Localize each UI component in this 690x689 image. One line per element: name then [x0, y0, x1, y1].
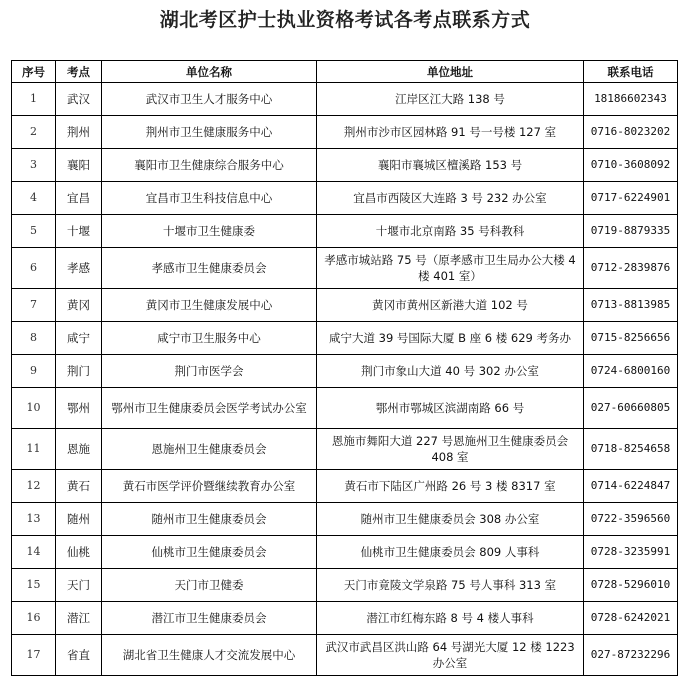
- cell-phone: 0714-6224847: [584, 470, 678, 503]
- cell-unit: 宜昌市卫生科技信息中心: [102, 182, 317, 215]
- cell-unit: 湖北省卫生健康人才交流发展中心: [102, 635, 317, 676]
- cell-no: 4: [12, 182, 56, 215]
- table-header-row: [12, 61, 678, 83]
- table-row: [12, 289, 678, 322]
- cell-address: 随州市卫生健康委员会 308 办公室: [317, 503, 584, 536]
- table-row: [12, 536, 678, 569]
- cell-site: 十堰: [56, 215, 102, 248]
- cell-address: 孝感市城站路 75 号（原孝感市卫生局办公大楼 4 楼 401 室）: [317, 248, 584, 289]
- cell-no: 1: [12, 83, 56, 116]
- cell-no: 6: [12, 248, 56, 289]
- cell-phone: 0715-8256656: [584, 322, 678, 355]
- cell-address: 十堰市北京南路 35 号科教科: [317, 215, 584, 248]
- cell-site: 孝感: [56, 248, 102, 289]
- cell-address: 天门市竟陵文学泉路 75 号人事科 313 室: [317, 569, 584, 602]
- header-site: 考点: [56, 61, 102, 83]
- cell-unit: 荆门市医学会: [102, 355, 317, 388]
- cell-unit: 随州市卫生健康委员会: [102, 503, 317, 536]
- cell-phone: 0717-6224901: [584, 182, 678, 215]
- cell-unit: 十堰市卫生健康委: [102, 215, 317, 248]
- cell-site: 武汉: [56, 83, 102, 116]
- table-row: [12, 602, 678, 635]
- cell-address: 咸宁大道 39 号国际大厦 B 座 6 楼 629 考务办: [317, 322, 584, 355]
- cell-no: 9: [12, 355, 56, 388]
- cell-no: 16: [12, 602, 56, 635]
- table-row: [12, 182, 678, 215]
- cell-address: 仙桃市卫生健康委员会 809 人事科: [317, 536, 584, 569]
- cell-no: 5: [12, 215, 56, 248]
- cell-phone: 027-87232296: [584, 635, 678, 676]
- cell-phone: 027-60660805: [584, 388, 678, 429]
- table-row: [12, 83, 678, 116]
- table-row: [12, 470, 678, 503]
- cell-unit: 黄石市医学评价暨继续教育办公室: [102, 470, 317, 503]
- cell-unit: 荆州市卫生健康服务中心: [102, 116, 317, 149]
- table-row: [12, 248, 678, 289]
- cell-site: 鄂州: [56, 388, 102, 429]
- cell-phone: 18186602343: [584, 83, 678, 116]
- table-row: [12, 635, 678, 676]
- cell-phone: 0719-8879335: [584, 215, 678, 248]
- cell-address: 恩施市舞阳大道 227 号恩施州卫生健康委员会 408 室: [317, 429, 584, 470]
- table-row: [12, 355, 678, 388]
- cell-no: 13: [12, 503, 56, 536]
- cell-no: 14: [12, 536, 56, 569]
- cell-address: 武汉市武昌区洪山路 64 号湖光大厦 12 楼 1223 办公室: [317, 635, 584, 676]
- cell-address: 黄石市下陆区广州路 26 号 3 楼 8317 室: [317, 470, 584, 503]
- cell-no: 8: [12, 322, 56, 355]
- cell-site: 省直: [56, 635, 102, 676]
- cell-site: 荆州: [56, 116, 102, 149]
- cell-unit: 仙桃市卫生健康委员会: [102, 536, 317, 569]
- cell-no: 3: [12, 149, 56, 182]
- cell-site: 襄阳: [56, 149, 102, 182]
- cell-unit: 鄂州市卫生健康委员会医学考试办公室: [102, 388, 317, 429]
- cell-site: 咸宁: [56, 322, 102, 355]
- cell-phone: 0712-2839876: [584, 248, 678, 289]
- contacts-table: [11, 60, 678, 676]
- cell-phone: 0716-8023202: [584, 116, 678, 149]
- cell-phone: 0710-3608092: [584, 149, 678, 182]
- cell-address: 江岸区江大路 138 号: [317, 83, 584, 116]
- header-unit: 单位名称: [102, 61, 317, 83]
- cell-address: 宜昌市西陵区大连路 3 号 232 办公室: [317, 182, 584, 215]
- cell-unit: 潜江市卫生健康委员会: [102, 602, 317, 635]
- cell-phone: 0718-8254658: [584, 429, 678, 470]
- cell-no: 12: [12, 470, 56, 503]
- cell-no: 11: [12, 429, 56, 470]
- table-row: [12, 429, 678, 470]
- header-address: 单位地址: [317, 61, 584, 83]
- cell-no: 7: [12, 289, 56, 322]
- cell-unit: 黄冈市卫生健康发展中心: [102, 289, 317, 322]
- cell-site: 宜昌: [56, 182, 102, 215]
- table-row: [12, 215, 678, 248]
- cell-address: 黄冈市黄州区新港大道 102 号: [317, 289, 584, 322]
- cell-site: 荆门: [56, 355, 102, 388]
- cell-unit: 襄阳市卫生健康综合服务中心: [102, 149, 317, 182]
- cell-address: 潜江市红梅东路 8 号 4 楼人事科: [317, 602, 584, 635]
- cell-address: 荆州市沙市区园林路 91 号一号楼 127 室: [317, 116, 584, 149]
- header-phone: 联系电话: [584, 61, 678, 83]
- cell-site: 黄石: [56, 470, 102, 503]
- cell-phone: 0728-3235991: [584, 536, 678, 569]
- table-row: [12, 388, 678, 429]
- cell-site: 天门: [56, 569, 102, 602]
- cell-site: 仙桃: [56, 536, 102, 569]
- page-title: 湖北考区护士执业资格考试各考点联系方式: [159, 9, 531, 31]
- cell-address: 襄阳市襄城区檀溪路 153 号: [317, 149, 584, 182]
- cell-unit: 武汉市卫生人才服务中心: [102, 83, 317, 116]
- cell-phone: 0722-3596560: [584, 503, 678, 536]
- cell-unit: 孝感市卫生健康委员会: [102, 248, 317, 289]
- cell-no: 17: [12, 635, 56, 676]
- cell-unit: 天门市卫健委: [102, 569, 317, 602]
- cell-phone: 0713-8813985: [584, 289, 678, 322]
- cell-no: 15: [12, 569, 56, 602]
- table-row: [12, 116, 678, 149]
- cell-site: 黄冈: [56, 289, 102, 322]
- table-row: [12, 503, 678, 536]
- table-row: [12, 569, 678, 602]
- cell-site: 潜江: [56, 602, 102, 635]
- table-row: [12, 149, 678, 182]
- cell-no: 2: [12, 116, 56, 149]
- table-row: [12, 322, 678, 355]
- cell-address: 荆门市象山大道 40 号 302 办公室: [317, 355, 584, 388]
- cell-site: 恩施: [56, 429, 102, 470]
- cell-site: 随州: [56, 503, 102, 536]
- cell-address: 鄂州市鄂城区滨湖南路 66 号: [317, 388, 584, 429]
- cell-unit: 恩施州卫生健康委员会: [102, 429, 317, 470]
- cell-no: 10: [12, 388, 56, 429]
- cell-phone: 0724-6800160: [584, 355, 678, 388]
- cell-phone: 0728-6242021: [584, 602, 678, 635]
- cell-phone: 0728-5296010: [584, 569, 678, 602]
- header-no: 序号: [12, 61, 56, 83]
- cell-unit: 咸宁市卫生服务中心: [102, 322, 317, 355]
